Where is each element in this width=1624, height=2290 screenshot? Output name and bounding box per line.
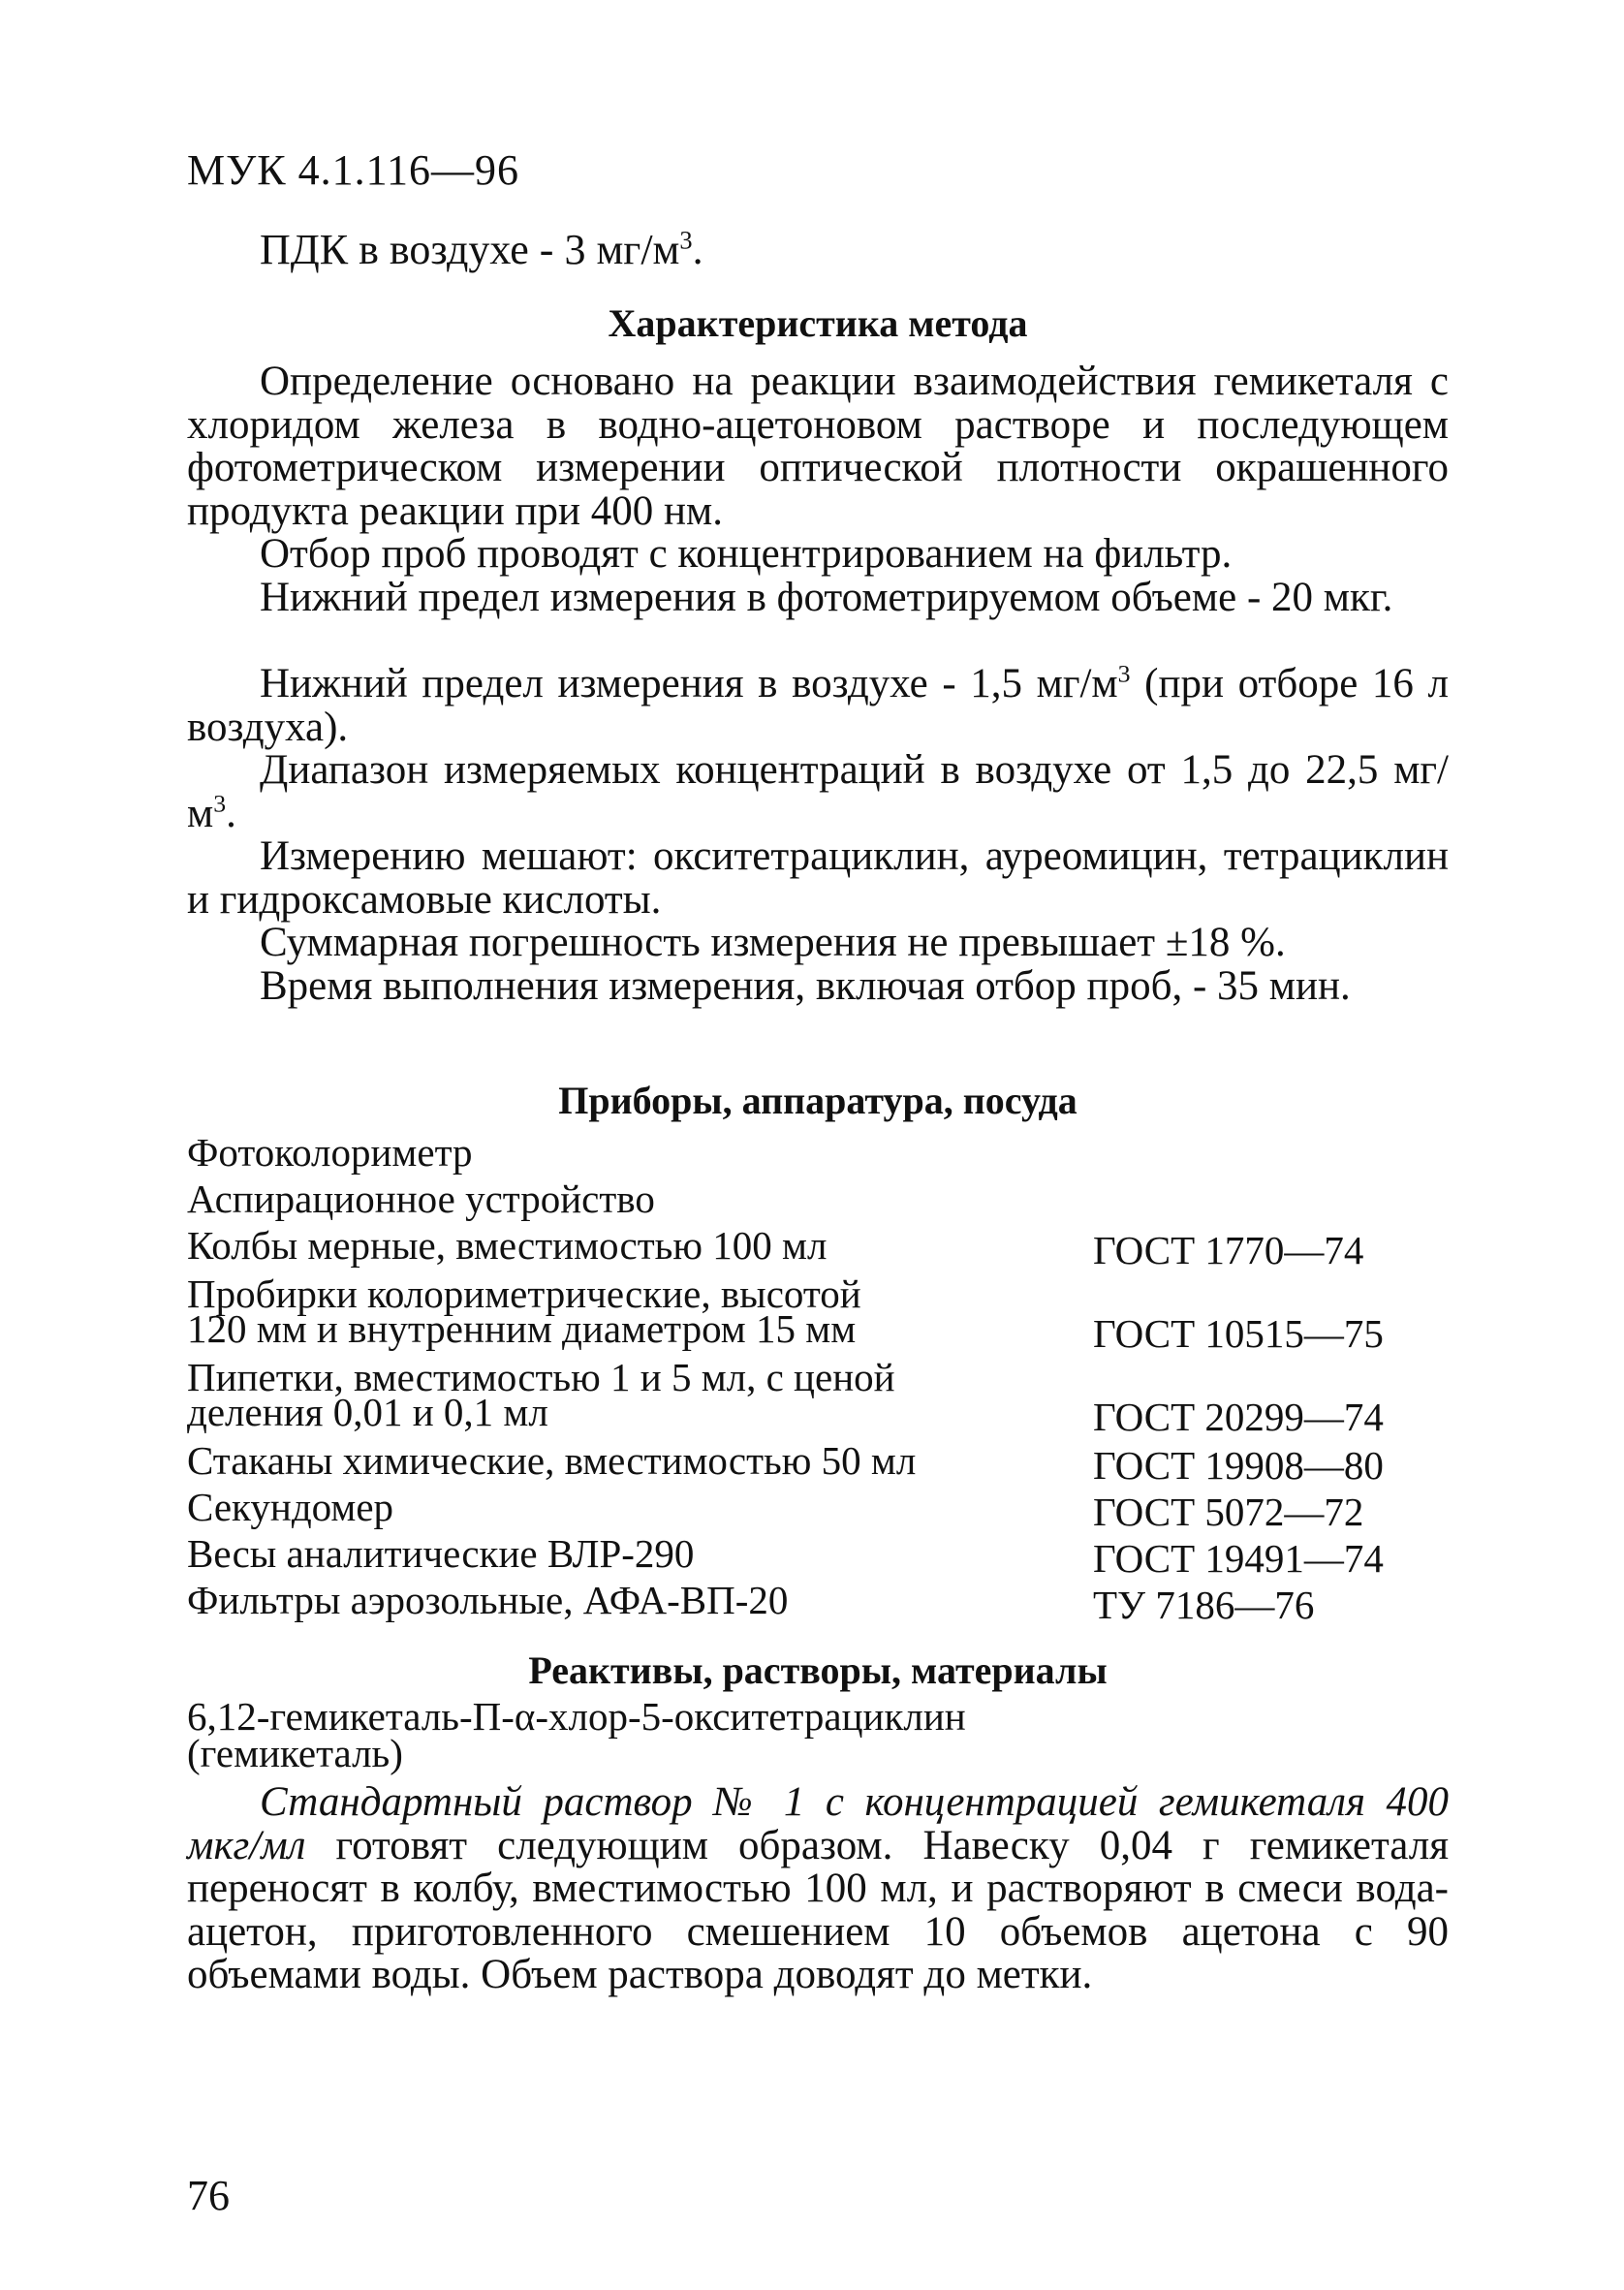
reagent-item bbox=[187, 1694, 966, 1775]
lower-limit-air-text: Нижний предел измерения в воздухе - 1,5 мг/м bbox=[260, 661, 1118, 706]
equipment-gost: ГОСТ 1770—74 bbox=[1093, 1228, 1364, 1272]
paragraph-range bbox=[187, 749, 1449, 835]
range-text: Диапазон измеряемых концентраций в воздухе от 1,5 до 22,5 мг/м bbox=[187, 747, 1449, 836]
reagent-name: 6,12-гемикеталь-П-α-хлор-5-окситетрациклин bbox=[187, 1694, 966, 1739]
equipment-gost: ГОСТ 10515—75 bbox=[1093, 1311, 1384, 1356]
paragraph-error: Суммарная погрешность измерения не превышает ±18 %. bbox=[260, 920, 1286, 965]
paragraph-standard-solution bbox=[187, 1781, 1449, 1997]
page-number: 76 bbox=[187, 2172, 230, 2219]
paragraph-lower-limit-air bbox=[187, 659, 1449, 750]
pdk-sup: 3 bbox=[679, 225, 693, 255]
pdk-line bbox=[260, 225, 703, 274]
pdk-text: ПДК в воздухе - 3 мг/м bbox=[260, 226, 680, 273]
equipment-name: Фильтры аэрозольные, АФА-ВП-20 bbox=[187, 1578, 789, 1622]
lower-limit-air-rest: (при отборе 16 л воздуха). bbox=[187, 661, 1449, 750]
equipment-gost: ГОСТ 20299—74 bbox=[1093, 1395, 1384, 1439]
paragraph-duration: Время выполнения измерения, включая отбор проб, - 35 мин. bbox=[260, 963, 1351, 1009]
section-title-reagents: Реактивы, растворы, материалы bbox=[528, 1648, 1108, 1692]
equipment-gost: ГОСТ 19491—74 bbox=[1093, 1536, 1384, 1581]
equipment-name: Колбы мерные, вместимостью 100 мл bbox=[187, 1223, 828, 1268]
equipment-name: Пробирки колориметрические, высотой bbox=[187, 1271, 861, 1316]
paragraph-interference: Измерению мешают: окситетрациклин, ауреомицин, тетрациклин и гидроксамовые кислоты. bbox=[187, 833, 1449, 923]
lower-limit-air-sup: 3 bbox=[1117, 659, 1131, 688]
reagent-name-line2: (гемикеталь) bbox=[187, 1731, 403, 1775]
equipment-name: Фотоколориметр bbox=[187, 1130, 473, 1175]
equipment-name: Секундомер bbox=[187, 1485, 394, 1529]
equipment-name-line2: 120 мм и внутренним диаметром 15 мм bbox=[187, 1306, 857, 1351]
section-title-equipment: Приборы, аппаратура, посуда bbox=[558, 1079, 1077, 1122]
equipment-name: Пипетки, вместимостью 1 и 5 мл, с ценой bbox=[187, 1355, 895, 1399]
equipment-name-line2: деления 0,01 и 0,1 мл bbox=[187, 1390, 548, 1434]
equipment-name: Стаканы химические, вместимостью 50 мл bbox=[187, 1438, 917, 1483]
range-end: . bbox=[226, 790, 236, 836]
equipment-name: Аспирационное устройство bbox=[187, 1176, 655, 1221]
section-title-characteristics: Характеристика метода bbox=[608, 301, 1028, 345]
standard-solution-text: готовят следующим образом. Навеску 0,04 г гемикеталя переносят в колбу, вместимостью 100 мл, и растворяют в смеси вода-ацетон, приготовленного смешением 10 объемов ацетона с 90 объемами воды. Объем раствора доводят до метки. bbox=[187, 1822, 1449, 1997]
equipment-name: Весы аналитические ВЛР-290 bbox=[187, 1531, 695, 1576]
paragraph-principle: Определение основано на реакции взаимодействия гемикеталя с хлоридом железа в водно-ацетоновом растворе и последующем фотометрическом измерении оптической плотности окрашенного продукта реакции при 400 нм. bbox=[187, 359, 1449, 534]
equipment-gost: ГОСТ 19908—80 bbox=[1093, 1443, 1384, 1488]
equipment-gost: ТУ 7186—76 bbox=[1093, 1583, 1315, 1627]
equipment-gost: ГОСТ 5072—72 bbox=[1093, 1490, 1364, 1534]
standard-solution-italic: Стандартный раствор № 1 с концентрацией гемикеталя 400 мкг/мл bbox=[187, 1779, 1449, 1868]
paragraph-sampling: Отбор проб проводят с концентрированием на фильтр. bbox=[260, 531, 1233, 577]
pdk-end: . bbox=[692, 226, 703, 273]
paragraph-lower-limit-volume: Нижний предел измерения в фотометрируемом объеме - 20 мкг. bbox=[260, 575, 1393, 620]
range-sup: 3 bbox=[213, 789, 227, 818]
document-code: МУК 4.1.116—96 bbox=[187, 146, 519, 194]
